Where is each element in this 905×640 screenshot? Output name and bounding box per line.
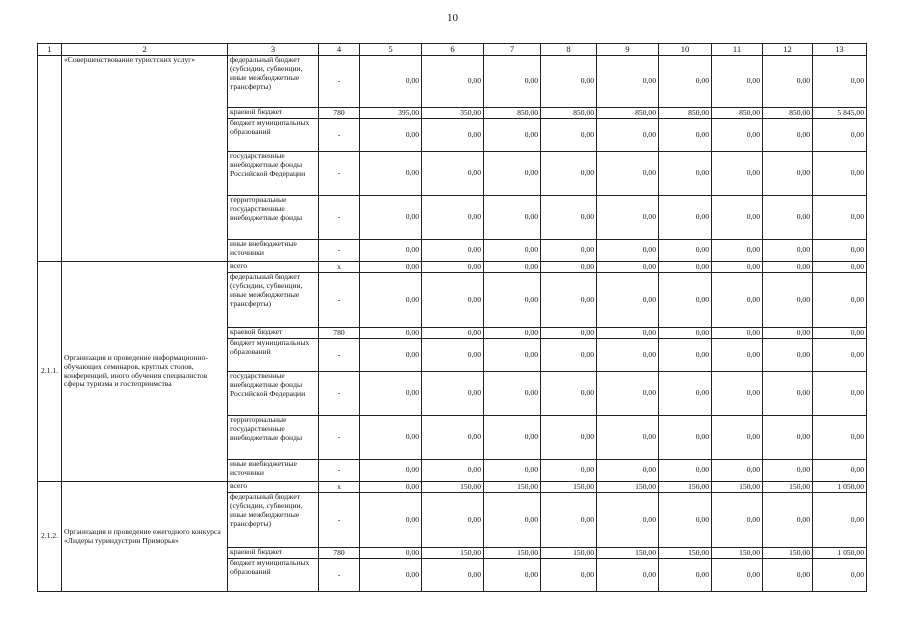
value-cell: 0,00 <box>712 273 763 328</box>
value-cell: 0,00 <box>422 493 484 548</box>
budget-code: - <box>319 240 360 262</box>
budget-code: - <box>319 56 360 108</box>
budget-code: 780 <box>319 108 360 119</box>
value-cell: 0,00 <box>422 372 484 416</box>
value-cell: 0,00 <box>360 152 422 196</box>
funding-source: краевой бюджет <box>228 548 319 559</box>
value-cell: 0,00 <box>813 493 867 548</box>
value-cell: 150,00 <box>597 548 659 559</box>
funding-source: государственные внебюджетные фонды Российской Федерации <box>228 152 319 196</box>
value-cell: 0,00 <box>360 119 422 152</box>
value-cell: 0,00 <box>422 339 484 372</box>
value-cell: 350,00 <box>422 108 484 119</box>
table-body <box>38 44 867 592</box>
value-cell: 0,00 <box>484 339 541 372</box>
value-cell: 0,00 <box>597 493 659 548</box>
funding-source: федеральный бюджет (субсидии, субвенции, иные межбюджетные трансферты) <box>228 273 319 328</box>
value-cell: 850,00 <box>484 108 541 119</box>
value-cell: 0,00 <box>360 273 422 328</box>
value-cell: 0,00 <box>360 493 422 548</box>
funding-source: территориальные государственные внебюджетные фонды <box>228 196 319 240</box>
value-cell: 0,00 <box>659 240 712 262</box>
column-header-5: 5 <box>360 44 422 56</box>
value-cell: 150,00 <box>422 548 484 559</box>
value-cell: 0,00 <box>484 262 541 273</box>
budget-code: - <box>319 493 360 548</box>
value-cell: 0,00 <box>541 372 597 416</box>
column-header-3: 3 <box>228 44 319 56</box>
value-cell: 0,00 <box>763 262 813 273</box>
value-cell: 0,00 <box>422 460 484 482</box>
value-cell: 0,00 <box>763 372 813 416</box>
measure-code <box>38 56 62 262</box>
funding-source: краевой бюджет <box>228 328 319 339</box>
value-cell: 0,00 <box>597 262 659 273</box>
budget-code: x <box>319 262 360 273</box>
funding-source: федеральный бюджет (субсидии, субвенции, иные межбюджетные трансферты) <box>228 56 319 108</box>
value-cell: 0,00 <box>484 273 541 328</box>
budget-code: - <box>319 196 360 240</box>
funding-source: иные внебюджетные источники <box>228 240 319 262</box>
value-cell: 0,00 <box>659 339 712 372</box>
value-cell: 0,00 <box>813 273 867 328</box>
value-cell: 0,00 <box>541 460 597 482</box>
measure-name: Организация и проведение ежегодного конкурса «Лидеры туриндустрии Приморья» <box>62 482 228 592</box>
funding-source: федеральный бюджет (субсидии, субвенции, иные межбюджетные трансферты) <box>228 493 319 548</box>
value-cell: 0,00 <box>541 273 597 328</box>
value-cell: 0,00 <box>597 273 659 328</box>
funding-source: бюджет муниципальных образований <box>228 559 319 592</box>
value-cell: 0,00 <box>484 493 541 548</box>
value-cell: 150,00 <box>659 482 712 493</box>
value-cell: 0,00 <box>813 152 867 196</box>
value-cell: 0,00 <box>484 196 541 240</box>
value-cell: 0,00 <box>541 339 597 372</box>
value-cell: 0,00 <box>597 240 659 262</box>
value-cell: 0,00 <box>541 152 597 196</box>
value-cell: 0,00 <box>712 262 763 273</box>
value-cell: 395,00 <box>360 108 422 119</box>
funding-source: государственные внебюджетные фонды Российской Федерации <box>228 372 319 416</box>
budget-code: x <box>319 482 360 493</box>
value-cell: 0,00 <box>763 493 813 548</box>
value-cell: 0,00 <box>597 416 659 460</box>
value-cell: 0,00 <box>813 460 867 482</box>
value-cell: 0,00 <box>422 196 484 240</box>
page-number: 10 <box>447 12 458 24</box>
value-cell: 0,00 <box>712 559 763 592</box>
value-cell: 0,00 <box>541 119 597 152</box>
funding-source: краевой бюджет <box>228 108 319 119</box>
value-cell: 0,00 <box>659 152 712 196</box>
value-cell: 0,00 <box>597 56 659 108</box>
value-cell: 0,00 <box>813 196 867 240</box>
value-cell: 0,00 <box>763 328 813 339</box>
value-cell: 0,00 <box>422 416 484 460</box>
value-cell: 0,00 <box>597 328 659 339</box>
value-cell: 850,00 <box>763 108 813 119</box>
value-cell: 0,00 <box>484 460 541 482</box>
budget-table <box>37 43 867 592</box>
value-cell: 850,00 <box>541 108 597 119</box>
value-cell: 0,00 <box>712 493 763 548</box>
value-cell: 0,00 <box>360 416 422 460</box>
value-cell: 150,00 <box>597 482 659 493</box>
value-cell: 0,00 <box>712 56 763 108</box>
funding-source: всего <box>228 262 319 273</box>
value-cell: 150,00 <box>541 482 597 493</box>
budget-code: - <box>319 273 360 328</box>
value-cell: 0,00 <box>484 372 541 416</box>
value-cell: 1 050,00 <box>813 482 867 493</box>
value-cell: 0,00 <box>813 240 867 262</box>
value-cell: 150,00 <box>712 482 763 493</box>
column-header-10: 10 <box>659 44 712 56</box>
value-cell: 0,00 <box>360 328 422 339</box>
funding-source: бюджет муниципальных образований <box>228 339 319 372</box>
budget-code: - <box>319 559 360 592</box>
value-cell: 0,00 <box>597 119 659 152</box>
value-cell: 0,00 <box>659 262 712 273</box>
measure-code: 2.1.1. <box>38 262 62 482</box>
value-cell: 0,00 <box>813 262 867 273</box>
value-cell: 0,00 <box>712 119 763 152</box>
value-cell: 0,00 <box>484 119 541 152</box>
value-cell: 0,00 <box>659 273 712 328</box>
value-cell: 0,00 <box>541 493 597 548</box>
value-cell: 150,00 <box>763 482 813 493</box>
value-cell: 0,00 <box>597 152 659 196</box>
budget-code: - <box>319 372 360 416</box>
value-cell: 850,00 <box>659 108 712 119</box>
measure-code: 2.1.2. <box>38 482 62 592</box>
value-cell: 0,00 <box>763 416 813 460</box>
value-cell: 5 845,00 <box>813 108 867 119</box>
value-cell: 0,00 <box>813 119 867 152</box>
value-cell: 0,00 <box>422 240 484 262</box>
value-cell: 150,00 <box>712 548 763 559</box>
value-cell: 150,00 <box>484 548 541 559</box>
value-cell: 0,00 <box>813 56 867 108</box>
budget-code: - <box>319 119 360 152</box>
value-cell: 150,00 <box>659 548 712 559</box>
value-cell: 0,00 <box>360 372 422 416</box>
value-cell: 0,00 <box>360 559 422 592</box>
value-cell: 150,00 <box>541 548 597 559</box>
value-cell: 0,00 <box>659 372 712 416</box>
value-cell: 0,00 <box>813 372 867 416</box>
column-header-2: 2 <box>62 44 228 56</box>
value-cell: 0,00 <box>763 273 813 328</box>
value-cell: 0,00 <box>422 56 484 108</box>
value-cell: 0,00 <box>763 152 813 196</box>
value-cell: 0,00 <box>360 196 422 240</box>
measure-name: Организация и проведение информационно-обучающих семинаров, круглых столов, конференций, иного обучения специалистов сферы туризма и гостеприимства <box>62 262 228 482</box>
value-cell: 0,00 <box>422 152 484 196</box>
column-header-9: 9 <box>597 44 659 56</box>
value-cell: 0,00 <box>541 262 597 273</box>
value-cell: 0,00 <box>813 559 867 592</box>
value-cell: 0,00 <box>659 328 712 339</box>
value-cell: 0,00 <box>597 559 659 592</box>
table-row <box>38 56 867 108</box>
funding-source: бюджет муниципальных образований <box>228 119 319 152</box>
budget-code: - <box>319 416 360 460</box>
value-cell: 0,00 <box>484 328 541 339</box>
column-header-1: 1 <box>38 44 62 56</box>
value-cell: 0,00 <box>712 460 763 482</box>
value-cell: 0,00 <box>659 416 712 460</box>
value-cell: 0,00 <box>484 152 541 196</box>
value-cell: 0,00 <box>659 56 712 108</box>
value-cell: 0,00 <box>484 56 541 108</box>
value-cell: 0,00 <box>763 240 813 262</box>
budget-code: - <box>319 339 360 372</box>
value-cell: 0,00 <box>360 56 422 108</box>
budget-code: - <box>319 152 360 196</box>
column-header-7: 7 <box>484 44 541 56</box>
value-cell: 0,00 <box>712 339 763 372</box>
table-row <box>38 262 867 273</box>
value-cell: 0,00 <box>597 196 659 240</box>
value-cell: 0,00 <box>763 339 813 372</box>
value-cell: 0,00 <box>712 152 763 196</box>
value-cell: 0,00 <box>659 119 712 152</box>
value-cell: 0,00 <box>813 416 867 460</box>
value-cell: 0,00 <box>813 339 867 372</box>
column-header-6: 6 <box>422 44 484 56</box>
budget-code: - <box>319 460 360 482</box>
value-cell: 0,00 <box>597 460 659 482</box>
value-cell: 0,00 <box>360 262 422 273</box>
value-cell: 0,00 <box>360 548 422 559</box>
value-cell: 0,00 <box>659 196 712 240</box>
value-cell: 0,00 <box>422 119 484 152</box>
value-cell: 0,00 <box>712 416 763 460</box>
value-cell: 0,00 <box>484 416 541 460</box>
value-cell: 0,00 <box>597 372 659 416</box>
value-cell: 0,00 <box>763 119 813 152</box>
value-cell: 0,00 <box>541 559 597 592</box>
value-cell: 0,00 <box>712 372 763 416</box>
value-cell: 0,00 <box>360 460 422 482</box>
value-cell: 1 050,00 <box>813 548 867 559</box>
budget-code: 780 <box>319 328 360 339</box>
value-cell: 0,00 <box>541 56 597 108</box>
value-cell: 0,00 <box>360 339 422 372</box>
value-cell: 0,00 <box>541 328 597 339</box>
budget-code: 780 <box>319 548 360 559</box>
value-cell: 0,00 <box>541 196 597 240</box>
value-cell: 0,00 <box>484 559 541 592</box>
value-cell: 0,00 <box>360 482 422 493</box>
value-cell: 150,00 <box>422 482 484 493</box>
value-cell: 0,00 <box>422 262 484 273</box>
value-cell: 0,00 <box>659 559 712 592</box>
column-header-13: 13 <box>813 44 867 56</box>
value-cell: 850,00 <box>712 108 763 119</box>
value-cell: 0,00 <box>763 56 813 108</box>
column-header-8: 8 <box>541 44 597 56</box>
value-cell: 0,00 <box>813 328 867 339</box>
column-header-12: 12 <box>763 44 813 56</box>
value-cell: 0,00 <box>597 339 659 372</box>
value-cell: 0,00 <box>763 559 813 592</box>
value-cell: 150,00 <box>763 548 813 559</box>
value-cell: 0,00 <box>659 493 712 548</box>
value-cell: 0,00 <box>360 240 422 262</box>
value-cell: 0,00 <box>712 240 763 262</box>
value-cell: 0,00 <box>763 460 813 482</box>
value-cell: 0,00 <box>422 273 484 328</box>
value-cell: 0,00 <box>422 328 484 339</box>
value-cell: 0,00 <box>422 559 484 592</box>
funding-source: иные внебюджетные источники <box>228 460 319 482</box>
column-header-4: 4 <box>319 44 360 56</box>
value-cell: 0,00 <box>763 196 813 240</box>
value-cell: 0,00 <box>659 460 712 482</box>
measure-name: «Совершенствование туристских услуг» <box>62 56 228 262</box>
funding-source: территориальные государственные внебюджетные фонды <box>228 416 319 460</box>
value-cell: 850,00 <box>597 108 659 119</box>
value-cell: 0,00 <box>712 196 763 240</box>
funding-source: всего <box>228 482 319 493</box>
column-header-11: 11 <box>712 44 763 56</box>
value-cell: 0,00 <box>541 416 597 460</box>
value-cell: 0,00 <box>541 240 597 262</box>
value-cell: 150,00 <box>484 482 541 493</box>
value-cell: 0,00 <box>484 240 541 262</box>
column-header-row <box>38 44 867 56</box>
value-cell: 0,00 <box>712 328 763 339</box>
table-row <box>38 482 867 493</box>
